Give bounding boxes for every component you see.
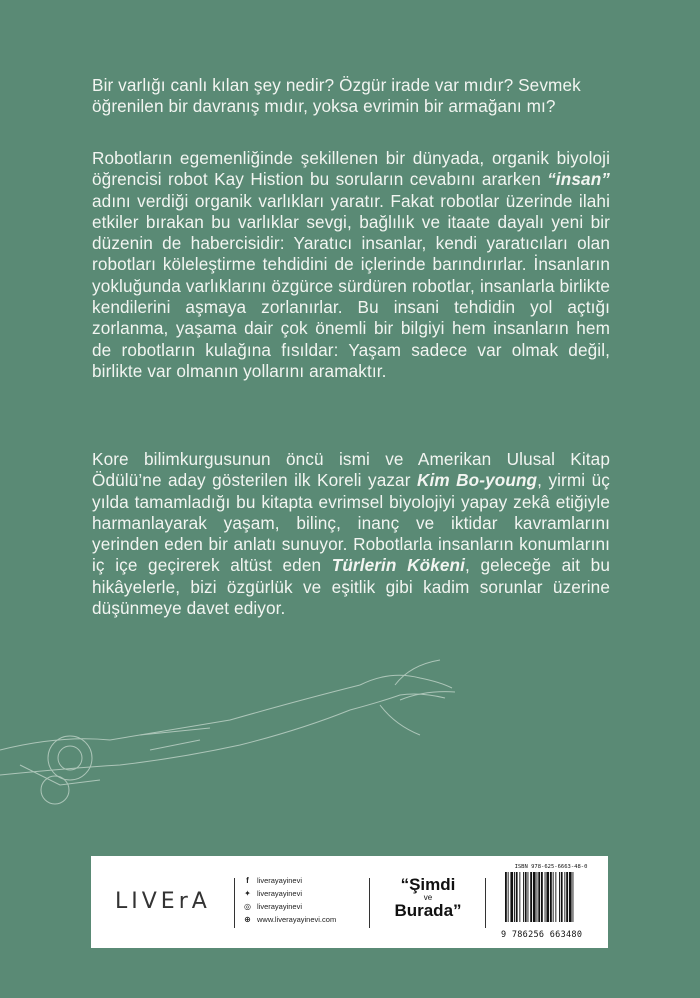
author-name: Kim Bo-young — [416, 470, 538, 491]
synopsis-paragraph: Robotların egemenliğinde şekillenen bir dünyada, organik biyoloji öğrencisi robot Kay Histion bu soruların cevabını ararken “insan” adını verdiği organik varlıkları yaratır. Fakat robotlar üzerinde ilahi etkiler bırakan bu varlıklar sevgi, bağlılık ve itaate dayalı yeni bir düzenin de habercisidir: Yaratıcı insanlar, kendi yaratıcıları olan robotları köleleştirme tehdidini de içlerinde barındırırlar. İnsanların yokluğunda varlıklarını özgürce sürdüren robotlar, insanlarla birlikte kendilerini aşmaya zorlanırlar. Bu insani tehdidin yol açtığı zorlanma, yaşama dair çok önemli bir bilgiyi hem insanların hem de robotların kulağına fısıldar: Yaşam sadece var olmak değil, birlikte var olmanın yollarını aramaktır. — [92, 148, 610, 381]
twitter-icon: ✦ — [244, 889, 251, 898]
divider — [369, 878, 370, 928]
social-website[interactable]: ⊕ www.liverayayinevi.com — [244, 915, 337, 924]
globe-icon: ⊕ — [244, 915, 251, 924]
divider — [485, 878, 486, 928]
barcode-digits: 9 786256 663480 — [501, 930, 583, 940]
social-links — [243, 874, 336, 926]
divider — [234, 878, 235, 928]
author-paragraph: Kore bilimkurgusunun öncü ismi ve Amerikan Ulusal Kitap Ödülü’ne aday gösterilen ilk Koreli yazar Kim Bo-young, yirmi üç yılda tamamladığı bu kitapta evrimsel biyolojiyi yapay zekâ etiğiyle harmanlayarak yaşam, bilinç, inanç ve iktidar kavramlarını yerinden eden bir anlatı sunuyor. Robotlarla insanların konumlarını iç içe geçirerek altüst eden Türlerin Kökeni, geleceğe ait bu hikâyelerle, bizi özgürlük ve eşitlik gibi kadim sorunlar üzerine düşünmeye davet ediyor. — [92, 449, 610, 619]
intro-paragraph: Bir varlığı canlı kılan şey nedir? Özgür irade var mıdır? Sevmek öğrenilen bir davranış mıdır, yoksa evrimin bir armağanı mı? — [92, 75, 581, 117]
back-cover-footer — [91, 856, 608, 948]
instagram-icon: ◎ — [244, 902, 251, 911]
barcode-bars — [501, 870, 601, 925]
insan-emphasis: “insan” — [547, 169, 610, 190]
social-twitter[interactable]: ✦ liverayayinevi — [244, 889, 303, 898]
robot-arm-illustration — [0, 640, 470, 860]
isbn-number: ISBN 978-625-6663-48-0 — [514, 864, 588, 870]
facebook-icon: f — [246, 876, 249, 885]
book-title: Türlerin Kökeni — [331, 555, 466, 576]
livera-logo: LIVErA — [115, 889, 211, 914]
isbn-barcode — [501, 864, 601, 944]
social-facebook[interactable]: f liverayayinevi — [243, 874, 336, 887]
slogan: “Şimdi ve Burada” — [394, 875, 462, 920]
social-instagram[interactable]: ◎ liverayayinevi — [244, 902, 303, 911]
